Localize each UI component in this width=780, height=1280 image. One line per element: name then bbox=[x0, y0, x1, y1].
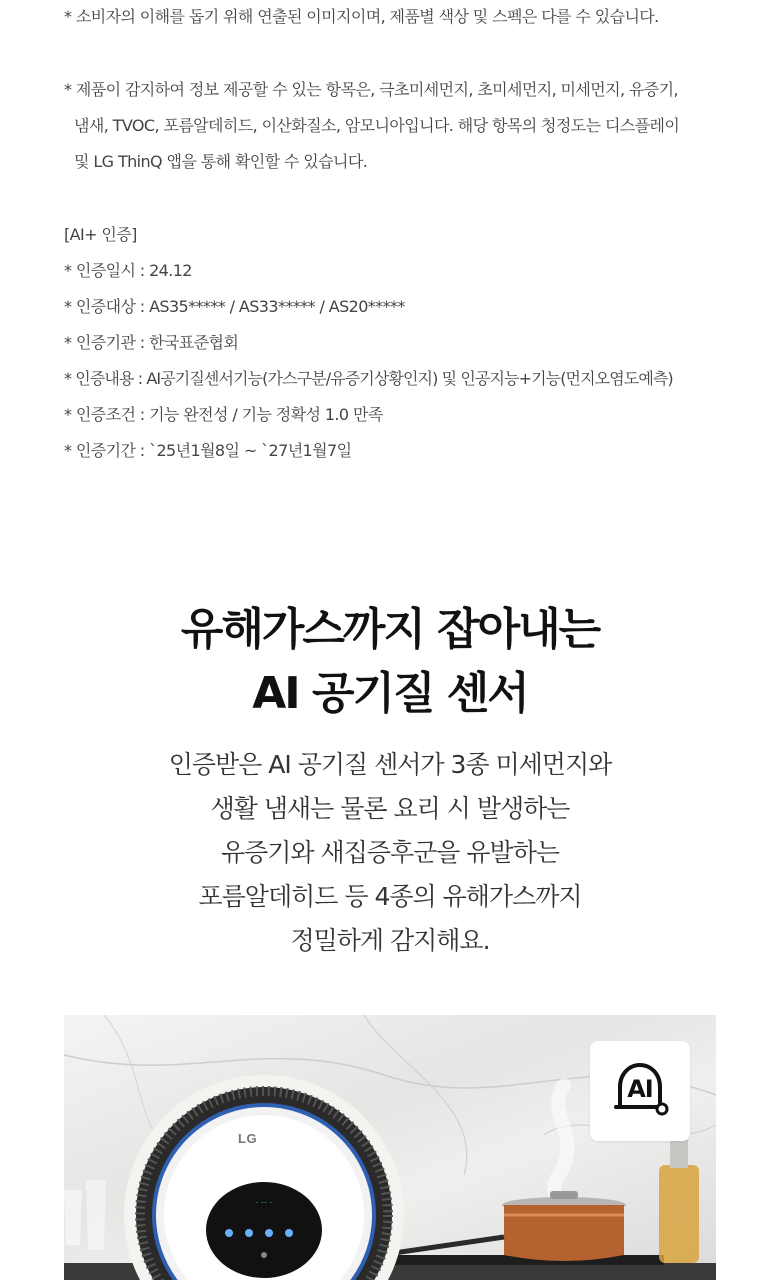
sensing-note-line-3: 및 LG ThinQ 앱을 통해 확인할 수 있습니다. bbox=[74, 152, 368, 171]
svg-text:· ·· ·: · ·· · bbox=[255, 1197, 273, 1207]
cert-title: [AI+ 인증] bbox=[64, 225, 137, 244]
ai-badge bbox=[590, 1041, 690, 1141]
cert-org: * 인증기관 : 한국표준협회 bbox=[64, 333, 239, 352]
feature-body-line-2: 생활 냄새는 물론 요리 시 발생하는 bbox=[210, 794, 570, 823]
feature-headline-line-2: AI 공기질 센서 bbox=[252, 668, 528, 719]
cert-target: * 인증대상 : AS35***** / AS33***** / AS20***** bbox=[64, 297, 405, 316]
sensing-note-line-2: 냄새, TVOC, 포름알데히드, 이산화질소, 암모니아입니다. 해당 항목의 청정도는 디스플레이 bbox=[74, 116, 680, 135]
cert-content: * 인증내용 : AI공기질센서기능(가스구분/유증기상황인지) 및 인공지능+기능(먼지오염도예측) bbox=[64, 369, 673, 388]
cert-period: * 인증기간 : `25년1월8일 ~ `27년1월7일 bbox=[64, 441, 352, 460]
brand-logo: LG bbox=[238, 1131, 258, 1146]
cert-date: * 인증일시 : 24.12 bbox=[64, 261, 192, 280]
feature-body-line-1: 인증받은 AI 공기질 센서가 3종 미세먼지와 bbox=[168, 750, 612, 779]
sensing-note-line-1: * 제품이 감지하여 정보 제공할 수 있는 항목은, 극초미세먼지, 초미세먼지, 미세먼지, 유증기, bbox=[64, 80, 678, 99]
cert-condition: * 인증조건 : 기능 완전성 / 기능 정확성 1.0 만족 bbox=[64, 405, 383, 424]
feature-headline-line-1: 유해가스까지 잡아내는 bbox=[180, 604, 600, 655]
product-photo bbox=[64, 1015, 716, 1280]
ai-badge-label: AI bbox=[627, 1075, 653, 1103]
feature-body-line-5: 정밀하게 감지해요. bbox=[290, 926, 490, 955]
disclaimer-note: * 소비자의 이해를 돕기 위해 연출된 이미지이며, 제품별 색상 및 스펙은 다를 수 있습니다. bbox=[64, 7, 659, 26]
feature-body-line-3: 유증기와 새집증후군을 유발하는 bbox=[221, 838, 559, 867]
feature-body-line-4: 포름알데히드 등 4종의 유해가스까지 bbox=[198, 882, 582, 911]
